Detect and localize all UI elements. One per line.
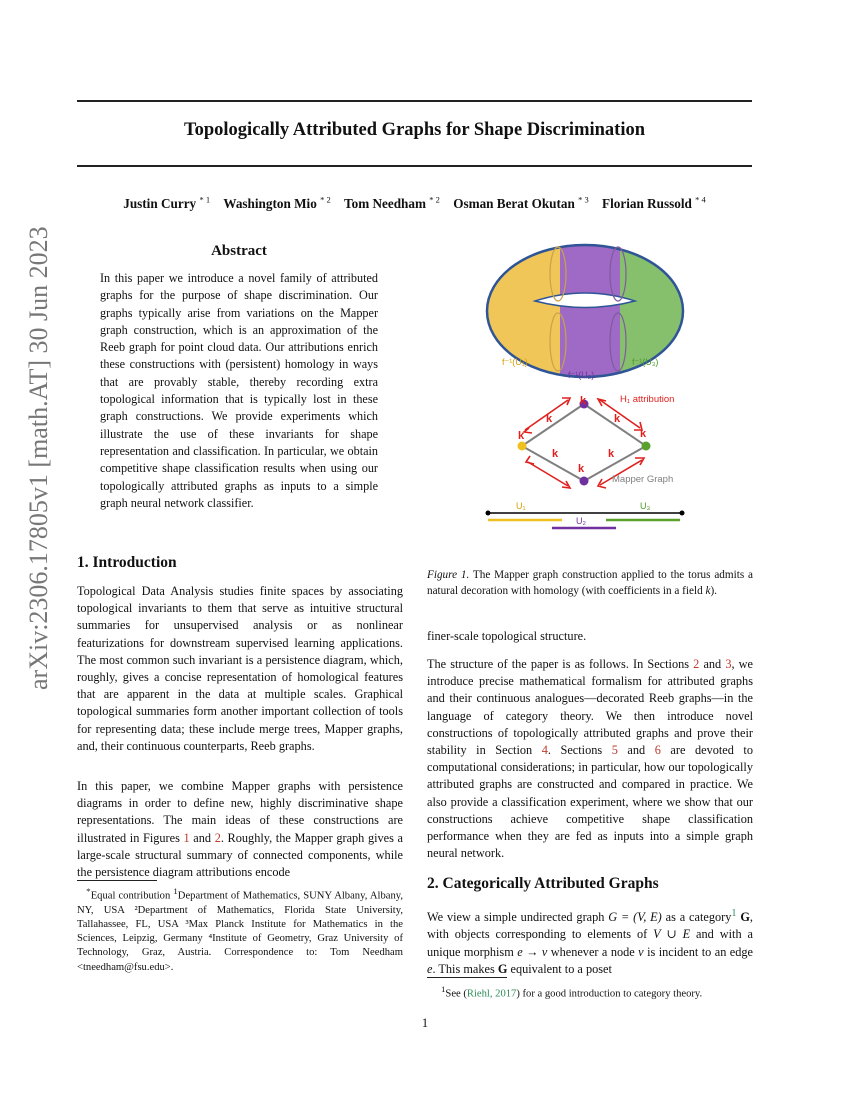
abstract-text: In this paper we introduce a novel family of attributed graphs for the purpose of shape discrimination. Our graphs typically arise from variations on the Mapper graph construction, which is an approximation of the Reeb graph for point cloud data. Our attributions enrich these constructions with (persistent) homology in ways that are provably stable, thereby recording extra topological information that is typically lost in these graph constructions. We provide experiments which illustrate the use of these invariants for shape representation and classification. In particular, we obtain competitive shape classification results when using our topologically attributed graphs as inputs to a simple graph neural network classifier.: [100, 271, 378, 510]
section-ref-2[interactable]: 2: [693, 657, 700, 671]
equal-contribution: Equal contribution: [90, 890, 171, 902]
text: . Sections: [547, 743, 612, 758]
text: . Roughly, the Mapper graph gives a large-scale structural summary of connected components, while the persistence diagram attributions encode: [77, 830, 403, 880]
text: ) for a good introduction to category theory.: [516, 988, 703, 1000]
text: In this paper, we combine Mapper graphs with persistence diagrams in order to define new, highly discriminative shape representations. The main ideas of these constructions are illustrated in Figures: [77, 779, 403, 845]
section-ref-4[interactable]: 4: [541, 743, 548, 758]
k-label: k: [546, 413, 553, 425]
arxiv-identifier: arXiv:2306.17805v1 [math.AT] 30 Jun 2023: [24, 226, 53, 690]
author: Washington Mio $^{* 2}$: [223, 195, 331, 212]
page-number: 1: [421, 1016, 429, 1030]
author-list: [77, 195, 752, 212]
preimage-u3-label: f⁻¹(U₃): [632, 357, 659, 367]
citation-riehl[interactable]: Riehl, 2017: [466, 988, 517, 1000]
section-heading-categorically-attributed: 2. Categorically Attributed Graphs: [427, 875, 659, 892]
text: whenever a node: [547, 944, 639, 959]
paper-title: Topologically Attributed Graphs for Shape Discrimination: [183, 120, 645, 140]
author: Florian Russold $^{* 4}$: [602, 195, 706, 212]
text: equivalent to a poset: [507, 961, 612, 976]
node-u1: [518, 442, 527, 451]
section2-paragraph: [427, 905, 753, 978]
abstract-heading: Abstract: [211, 243, 267, 259]
mapper-graph-label: Mapper Graph: [612, 474, 674, 485]
interval-u2-label: U₂: [576, 516, 586, 526]
paper-structure-paragraph: [427, 656, 753, 862]
text: are devoted to computational considerations; in particular, how our topologically attributed graphs are constructed and compared in practice. We also provide a classification experiment, where we show that our constructions achieve competitive shape classification performance when they are fed as inputs into a simple graph neural network.: [427, 743, 753, 861]
affiliations-text: Department of Mathematics, SUNY Albany, Albany, NY, USA ²Department of Mathematics, Florida State University, Tallahassee, FL, USA ³Max Planck Institute for Mathematics in the Sciences, Leipzig, Germany ⁴Institute of Geometry, Graz University of Technology, Graz, Austria. Correspondence to: Tom Needham <tneedham@fsu.edu>.: [77, 890, 403, 973]
caption-text: The Mapper graph construction applied to the torus admits a natural decoration with homology (with coefficients in a field: [427, 569, 753, 597]
k-label: k: [580, 395, 587, 407]
text: and: [189, 830, 215, 845]
h1-attribution-label: H₁ attribution: [620, 394, 675, 405]
interval-u3-label: U₃: [640, 501, 651, 511]
k-label: k: [640, 428, 647, 440]
footnote-rule-right: [427, 977, 507, 978]
section-ref-3[interactable]: 3: [725, 657, 732, 671]
k-label: k: [578, 463, 585, 475]
text: is incident to an edge: [643, 944, 753, 959]
footnote-rule-left: [77, 880, 157, 881]
category-theory-footnote: $^1$See (Riehl, 2017) for a good introduction to category theory.: [441, 984, 703, 1000]
footnote-ref-1[interactable]: 1: [731, 908, 737, 919]
section-heading-introduction: 1. Introduction: [77, 554, 177, 571]
text: See (: [445, 988, 467, 1000]
author: Osman Berat Okutan $^{* 3}$: [453, 195, 589, 212]
section-ref-6[interactable]: 6: [654, 743, 661, 758]
figure-ref-1[interactable]: 1: [183, 830, 190, 845]
caption-field: k: [705, 584, 711, 597]
intro-paragraph-1: Topological Data Analysis studies finite spaces by associating topological invariants to them that serve as intuitive structural summaries for unsupervised analysis or as nonlinear featurizations for downstream supervised learning applications. The most common such invariant is a persistence diagram, which, roughly, gives a concise representation of homological features that are apparent in the data at multiple scales. Graphical topological summaries form another important collection of tools for representing data; these include merge trees, Mapper graphs, and, their continuous counterparts, Reeb graphs.: [77, 584, 403, 753]
affiliations-footnote: *Equal contribution $^1$Department of Mathematics, SUNY Albany, Albany, NY, USA ²Department of Mathematics, Florida State University, Tallahassee, FL, USA ³Max Planck Institute for Mathematics in the Sciences, Leipzig, Germany ⁴Institute of Geometry, Graz University of Technology, Graz, Austria. Correspondence to: Tom Needham <tneedham@fsu.edu>.: [77, 886, 403, 973]
math-bold: G: [497, 961, 508, 976]
math-bold: G: [736, 910, 750, 925]
text: The structure of the paper is as follows. In Sections: [427, 657, 694, 671]
author: Tom Needham $^{* 2}$: [344, 195, 440, 212]
math: e → v: [517, 944, 548, 959]
title-top-rule: [77, 100, 752, 102]
text: , with objects corresponding to elements of: [427, 910, 753, 942]
text: and: [699, 657, 726, 671]
cover-intervals: [486, 501, 685, 528]
text: as a category: [661, 910, 732, 925]
preimage-u1-label: f⁻¹(U₁): [502, 357, 528, 367]
k-label: k: [614, 413, 621, 425]
k-label: k: [518, 430, 525, 442]
text: , we introduce precise mathematical formalism for attributed graphs and their continuous analogues—decorated Reeb graphs—in the language of category theory. We then introduce novel constructions of topologically attributed graphs and prove their stability in Section: [427, 657, 753, 758]
text: and with a unique morphism: [427, 927, 753, 959]
preimage-u2-label: f⁻¹(U₂): [568, 370, 595, 380]
caption-label: Figure 1.: [427, 569, 470, 581]
text: We view a simple undirected graph: [427, 910, 609, 925]
author: Justin Curry $^{* 1}$: [123, 195, 211, 212]
node-u2-bottom: [580, 477, 589, 486]
node-u3: [642, 442, 651, 451]
text: and: [617, 743, 655, 758]
intro-paragraph-2: [77, 778, 403, 881]
math: v: [638, 944, 644, 959]
figure-ref-2[interactable]: 2: [214, 830, 221, 845]
math: V ∪ E: [653, 927, 691, 942]
k-label: k: [608, 448, 615, 460]
text: . This makes: [432, 961, 498, 976]
title-bottom-rule: [77, 165, 752, 167]
figure-torus-mapper: [480, 240, 690, 540]
math: e: [427, 961, 433, 976]
section-ref-5[interactable]: 5: [611, 743, 618, 758]
math: G = (V, E): [608, 910, 662, 925]
interval-u1-label: U₁: [516, 501, 526, 511]
intro-continued: finer-scale topological structure.: [427, 629, 587, 643]
caption-end: ).: [710, 584, 717, 597]
k-label: k: [552, 448, 559, 460]
figure-caption: [427, 568, 753, 599]
